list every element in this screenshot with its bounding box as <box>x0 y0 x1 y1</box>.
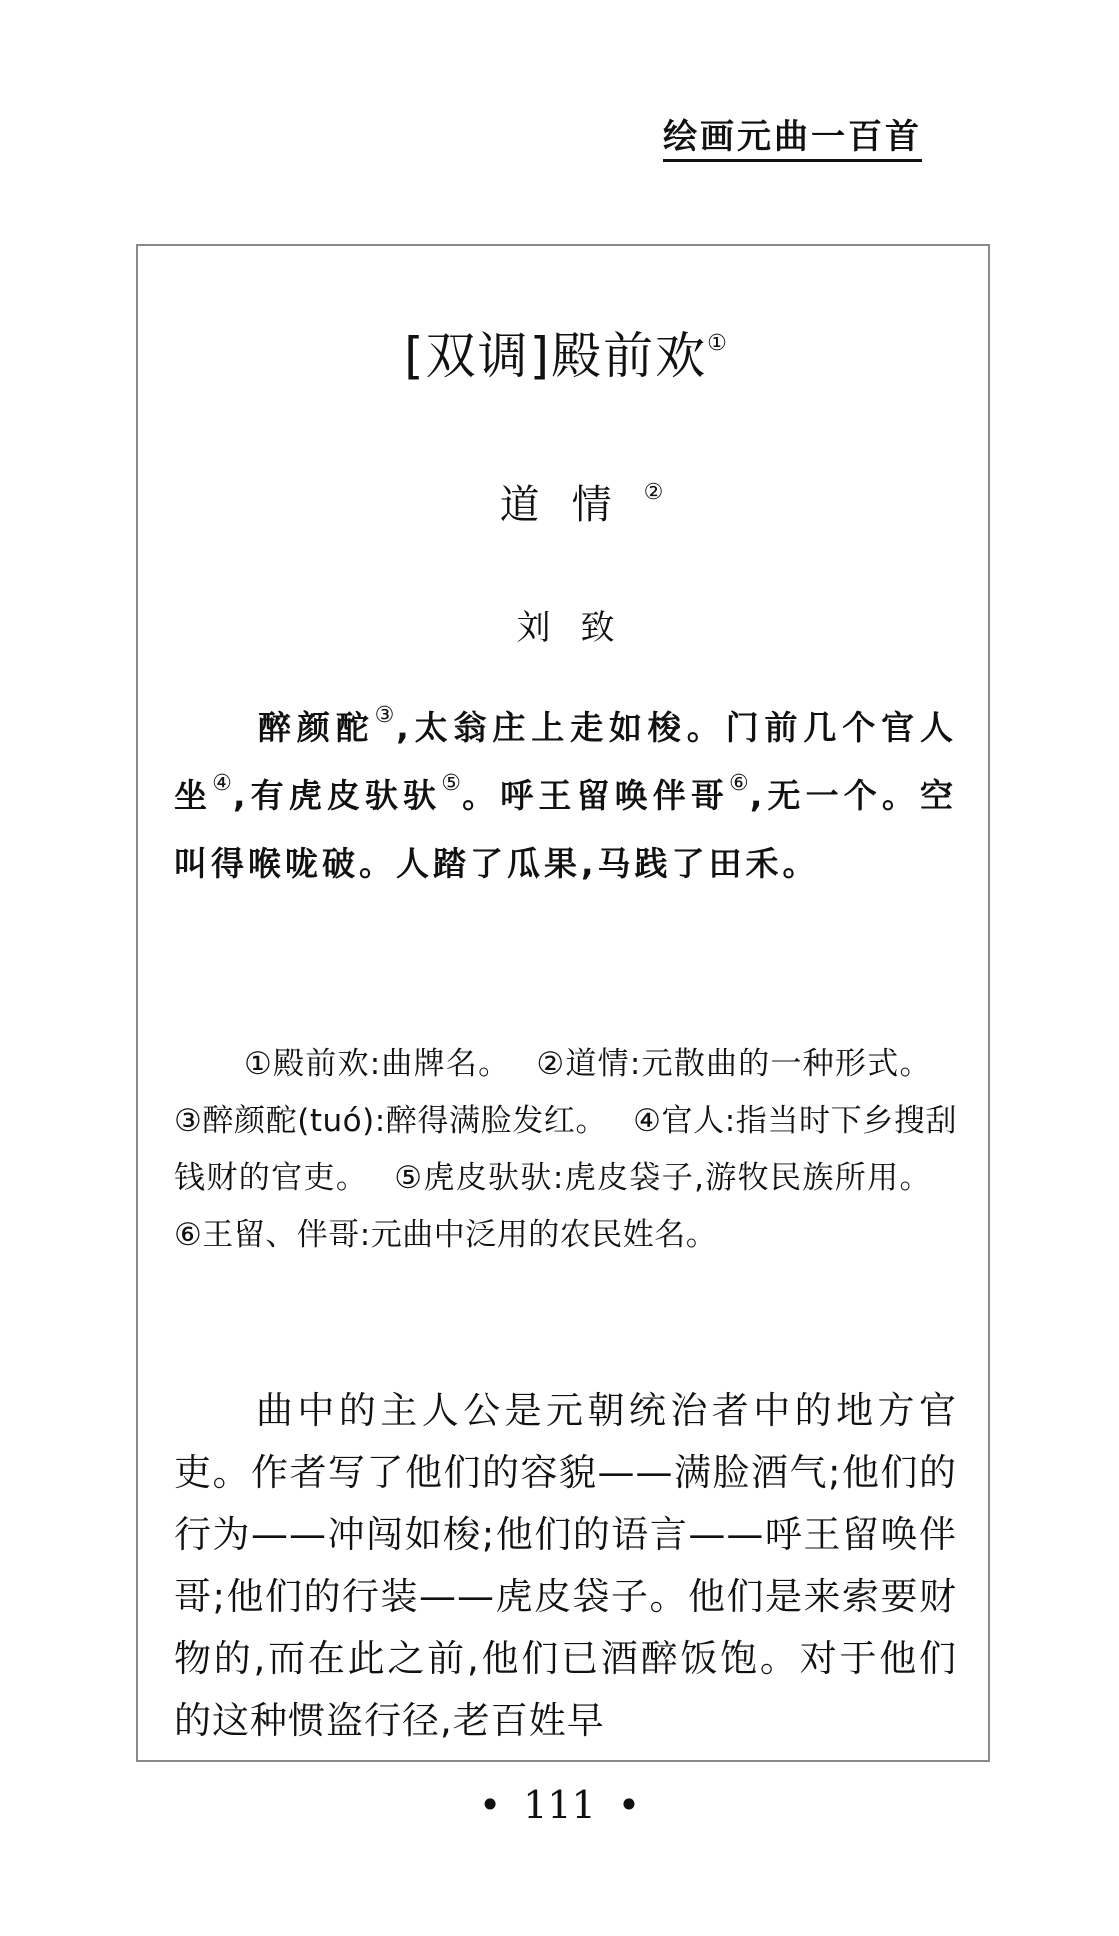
poem-segment: 。呼王留唤伴哥 <box>462 776 729 815</box>
bullet-glyph: • <box>617 1783 641 1827</box>
page-number: 111 <box>523 1783 596 1827</box>
footnote-mark: ⑤ <box>441 771 463 796</box>
footnote-mark: ④ <box>212 771 233 796</box>
poem-segment: ,太翁庄上走如梭。门前几个官人坐 <box>174 708 957 815</box>
annotation-item: ①殿前欢:曲牌名。 <box>244 1046 511 1082</box>
piece-subtitle <box>174 480 957 530</box>
annotations <box>174 1036 957 1264</box>
annotation-item: ⑤虎皮驮驮:虎皮袋子,游牧民族所用。 <box>394 1160 932 1196</box>
annotation-item: ②道情:元散曲的一种形式。 <box>536 1046 931 1082</box>
poem-segment: ,有虎皮驮驮 <box>232 776 442 815</box>
poem-segment: ,无一个。空叫得喉咙破。人踏了瓜果,马践了田禾。 <box>174 776 958 883</box>
bullet-glyph: • <box>478 1783 502 1827</box>
footnote-mark: ① <box>707 331 727 356</box>
poem-text <box>174 694 957 898</box>
piece-title <box>174 326 957 386</box>
footnote-mark: ③ <box>374 703 397 728</box>
piece-subtitle-text: 道情 <box>499 482 644 528</box>
running-header-book-title: 绘画元曲一百首 <box>663 116 922 162</box>
annotation-item: ③醉颜酡(tuó):醉得满脸发红。 <box>174 1103 608 1139</box>
piece-title-text: [双调]殿前欢 <box>404 327 708 385</box>
author-name: 刘致 <box>516 608 645 648</box>
commentary-paragraph: 曲中的主人公是元朝统治者中的地方官吏。作者写了他们的容貌——满脸酒气;他们的行为——冲闯如梭;他们的语言——呼王留唤伴哥;他们的行装——虎皮袋子。他们是来索要财物的,而在此之前,他们已酒醉饭饱。对于他们的这种惯盗行径,老百姓早 <box>174 1389 957 1742</box>
content-frame <box>136 244 990 1762</box>
poem-segment: 醉颜酡 <box>258 708 375 747</box>
annotation-item: ④官人:指当时下乡搜刮钱财的官吏。 <box>174 1103 957 1196</box>
annotation-item: ⑥王留、伴哥:元曲中泛用的农民姓名。 <box>174 1217 718 1253</box>
footnote-mark: ② <box>643 480 664 505</box>
page-footer <box>0 1782 1119 1828</box>
footnote-mark: ⑥ <box>729 771 750 796</box>
